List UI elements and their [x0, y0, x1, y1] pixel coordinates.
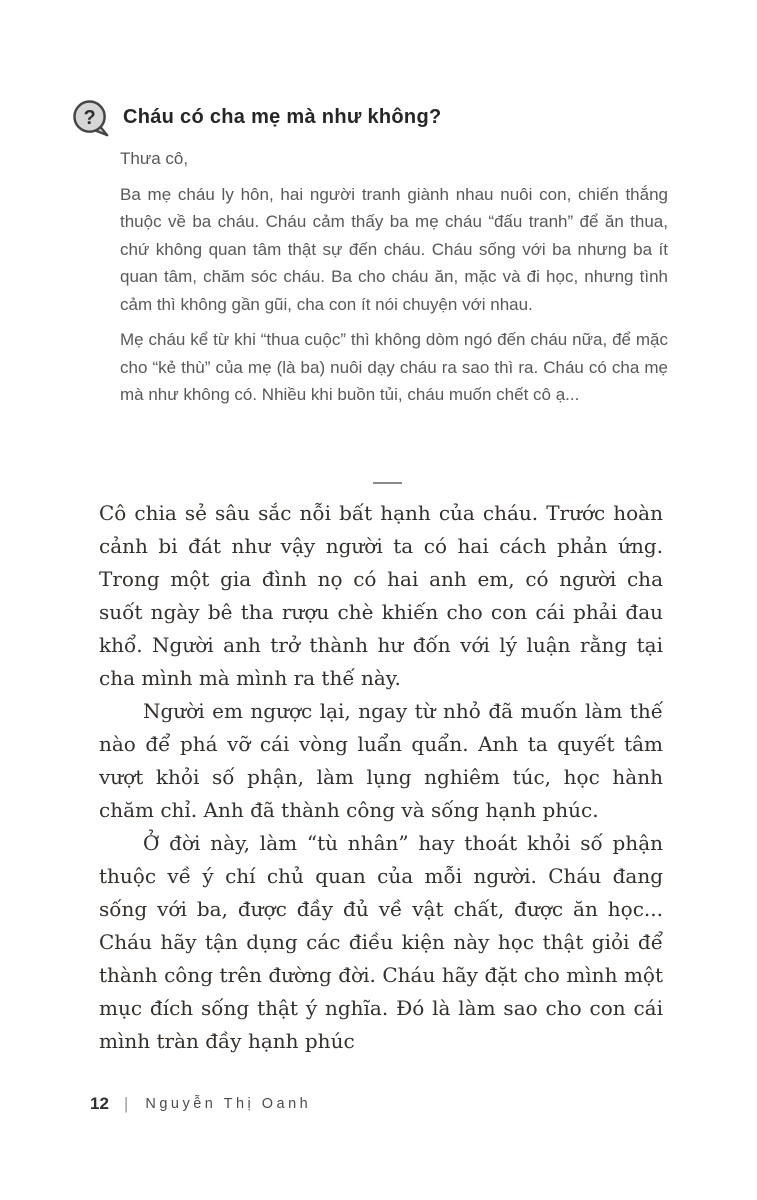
- letter-paragraph: Ba mẹ cháu ly hôn, hai người tranh giành nhau nuôi con, chiến thắng thuộc về ba cháu. Cháu cảm thấy ba mẹ cháu “đấu tranh” để ăn thua, chứ không quan tâm thật sự đến cháu. Cháu sống với ba nhưng ba ít quan tâm, chăm sóc cháu. Ba cho cháu ăn, mặc và đi học, nhưng tình cảm thì không gần gũi, cha con ít nói chuyện với nhau.: [120, 184, 668, 314]
- reader-letter: [120, 145, 668, 409]
- answer-paragraph: Ở đời này, làm “tù nhân” hay thoát khỏi số phận thuộc về ý chí chủ quan của mỗi người. Cháu đang sống với ba, được đầy đủ về vật chất, được ăn học... Cháu hãy tận dụng các điều kiện này học thật giỏi để thành công trên đường đời. Cháu hãy đặt cho mình một mục đích sống thật ý nghĩa. Đó là làm sao cho con cái mình tràn đầy hạnh phúc: [99, 831, 663, 1053]
- letter-salutation: Thưa cô,: [120, 149, 189, 168]
- question-mark-glyph: ?: [83, 106, 96, 129]
- answer-paragraph: Cô chia sẻ sâu sắc nỗi bất hạnh của cháu. Trước hoàn cảnh bi đát như vậy người ta có hai cách phản ứng. Trong một gia đình nọ có hai anh em, có người cha suốt ngày bê tha rượu chè khiến cho con cái phải đau khổ. Người anh trở thành hư đốn với lý luận rằng tại cha mình mà mình ra thế này.: [99, 501, 663, 690]
- question-title: Cháu có cha mẹ mà như không?: [123, 105, 442, 128]
- question-mark-speech-bubble-icon: [70, 97, 112, 141]
- page-footer: [90, 1094, 311, 1114]
- answer-paragraph: Người em ngược lại, ngay từ nhỏ đã muốn làm thế nào để phá vỡ cái vòng luẩn quẩn. Anh ta quyết tâm vượt khỏi số phận, làm lụng nghiêm túc, học hành chăm chỉ. Anh đã thành công và sống hạnh phúc.: [99, 699, 663, 822]
- author-name: Nguyễn Thị Oanh: [145, 1096, 312, 1112]
- answer-section: [99, 497, 663, 1058]
- section-separator: [373, 482, 402, 484]
- footer-divider: |: [123, 1094, 129, 1113]
- question-header: [70, 97, 441, 141]
- page-number: 12: [90, 1094, 109, 1113]
- letter-paragraph: Mẹ cháu kể từ khi “thua cuộc” thì không dòm ngó đến cháu nữa, để mặc cho “kẻ thù” của mẹ (là ba) nuôi dạy cháu ra sao thì ra. Cháu có cha mẹ mà như không có. Nhiều khi buồn tủi, cháu muốn chết cô ạ...: [120, 330, 668, 404]
